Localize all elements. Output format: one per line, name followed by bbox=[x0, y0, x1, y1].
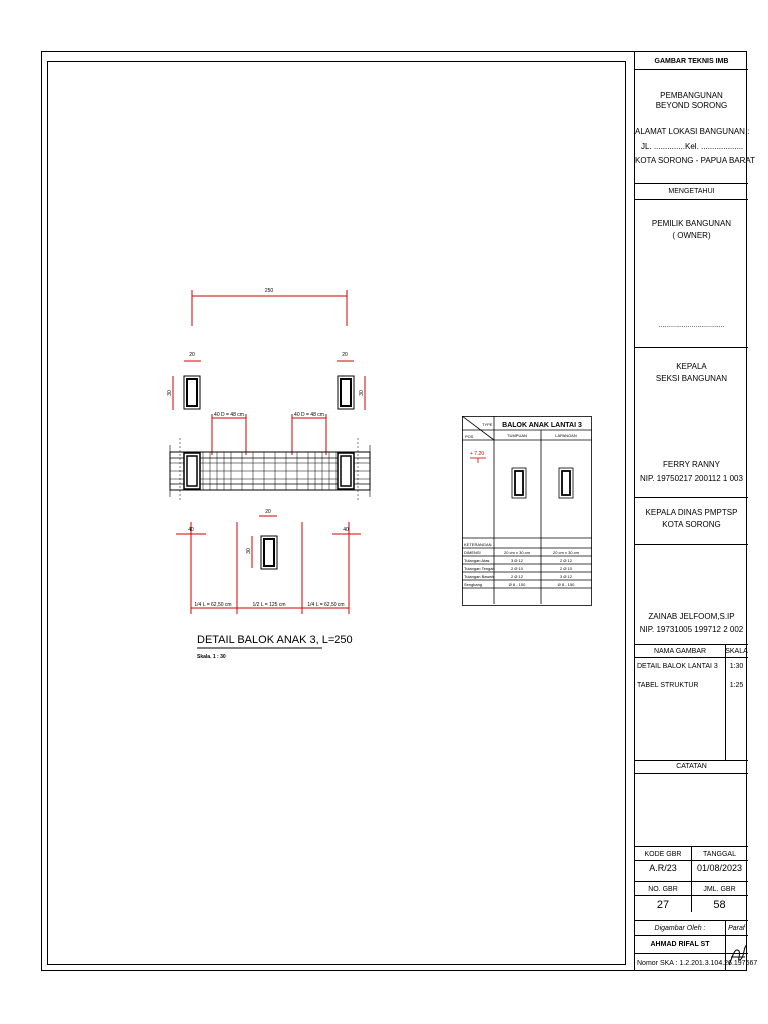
dim-mid-h: 30 bbox=[246, 548, 252, 554]
project-line2: BEYOND SORONG bbox=[655, 101, 728, 110]
skala-label: SKALA bbox=[725, 648, 748, 655]
address-label: ALAMAT LOKASI BANGUNAN : bbox=[635, 127, 750, 136]
tanggal-label: TANGGAL bbox=[703, 851, 736, 858]
owner-line1: PEMILIK BANGUNAN bbox=[651, 219, 732, 228]
drafter-name: AHMAD RIFAL ST bbox=[650, 941, 710, 948]
table-row-label: Tulangan Atas bbox=[464, 558, 490, 563]
kadis-nip: NIP. 19731005 199712 2 002 bbox=[639, 625, 744, 634]
dim-col-w-right: 20 bbox=[342, 352, 348, 358]
structure-schedule-table bbox=[462, 416, 592, 606]
dim-quarter-right: 1/4 L = 62,50 cm bbox=[307, 602, 345, 608]
catatan-label: CATATAN bbox=[676, 763, 707, 770]
drawing-name: TABEL STRUKTUR bbox=[637, 682, 699, 689]
table-cell: 2 Ø 10 bbox=[510, 566, 524, 571]
dim-end-left: 40 bbox=[188, 527, 194, 533]
digambar-label: Digambar Oleh : bbox=[654, 925, 706, 932]
table-row-label: Tulangan Bawah bbox=[464, 574, 494, 579]
dim-mid-w: 20 bbox=[265, 509, 271, 515]
dim-col-h-left: 30 bbox=[167, 390, 173, 396]
tanggal-value: 01/08/2023 bbox=[696, 863, 743, 873]
owner-sign-line: .................................. bbox=[658, 322, 725, 329]
kode-gbr-value: A.R/23 bbox=[649, 863, 677, 873]
ska-number: Nomor SKA : 1.2.201.3.104.26.197667 bbox=[637, 960, 758, 967]
table-cell: 20 cm x 30 cm bbox=[503, 550, 531, 555]
table-title: BALOK ANAK LANTAI 3 bbox=[502, 422, 582, 429]
table-cell: Ø 8 - 150 bbox=[557, 582, 575, 587]
table-keterangan: KETERANGAN bbox=[464, 542, 492, 547]
dim-half: 1/2 L = 125 cm bbox=[252, 602, 286, 608]
table-cell: Ø 8 - 100 bbox=[508, 582, 526, 587]
kadis-line2: KOTA SORONG bbox=[662, 520, 721, 529]
kepala-line1: KEPALA bbox=[676, 362, 707, 371]
detail-title: DETAIL BALOK ANAK 3, L=250 bbox=[197, 634, 353, 646]
city: KOTA SORONG - PAPUA BARAT bbox=[635, 156, 756, 165]
table-type-label: TYPE bbox=[482, 422, 493, 427]
table-cell: 20 cm x 30 cm bbox=[552, 550, 580, 555]
jml-gbr-value: 58 bbox=[713, 899, 726, 911]
table-row-label: DIMENSI bbox=[464, 550, 481, 555]
table-cell: 2 Ø 12 bbox=[559, 558, 573, 563]
table-col-lapangan: LAPANGAN bbox=[555, 433, 577, 438]
mengetahui-label: MENGETAHUI bbox=[668, 188, 715, 195]
table-col-tumpuan: TUMPUAN bbox=[507, 433, 527, 438]
nama-gambar-label: NAMA GAMBAR bbox=[653, 648, 707, 655]
no-gbr-label: NO. GBR bbox=[648, 886, 678, 893]
no-gbr-value: 27 bbox=[656, 899, 670, 911]
detail-scale: Skala. 1 : 30 bbox=[197, 654, 226, 660]
table-cell: 3 Ø 12 bbox=[559, 574, 573, 579]
owner-line2: ( OWNER) bbox=[672, 231, 711, 240]
kadis-name: ZAINAB JELFOOM,S.IP bbox=[648, 612, 735, 621]
dim-quarter-left: 1/4 L = 62,50 cm bbox=[194, 602, 232, 608]
drawing-scale: 1:30 bbox=[729, 663, 744, 670]
dim-col-w-left: 20 bbox=[189, 352, 195, 358]
paraf-label: Paraf bbox=[728, 925, 745, 932]
kepala-name: FERRY RANNY bbox=[662, 460, 721, 469]
table-elevation: + 7.20 bbox=[470, 451, 485, 457]
kode-gbr-label: KODE GBR bbox=[644, 851, 682, 858]
dim-col-h-right: 30 bbox=[359, 390, 365, 396]
dim-lap-left: 40 D = 48 cm bbox=[214, 412, 244, 418]
kepala-line2: SEKSI BANGUNAN bbox=[655, 374, 728, 383]
dim-end-right: 40 bbox=[343, 527, 349, 533]
dim-total-text: 250 bbox=[264, 288, 274, 294]
drawing-scale: 1:25 bbox=[729, 682, 744, 689]
kadis-line1: KEPALA DINAS PMPTSP bbox=[645, 508, 738, 517]
project-line1: PEMBANGUNAN bbox=[660, 91, 723, 100]
table-cell: 3 Ø 12 bbox=[510, 558, 524, 563]
title-block-header: GAMBAR TEKNIS IMB bbox=[654, 58, 729, 65]
jml-gbr-label: JML. GBR bbox=[703, 886, 736, 893]
table-row-label: Sengkang bbox=[464, 582, 483, 587]
table-cell: 2 Ø 12 bbox=[510, 574, 524, 579]
kepala-nip: NIP. 19750217 200112 1 003 bbox=[640, 474, 743, 483]
dim-lap-right: 40 D = 48 cm bbox=[294, 412, 324, 418]
table-cell: 2 Ø 10 bbox=[559, 566, 573, 571]
table-pos-label: POS bbox=[465, 434, 474, 439]
table-row-label: Tulangan Tengah bbox=[464, 566, 495, 571]
address-line: JL. ..............Kel. ................... bbox=[641, 142, 744, 151]
drawing-name: DETAIL BALOK LANTAI 3 bbox=[637, 663, 718, 670]
